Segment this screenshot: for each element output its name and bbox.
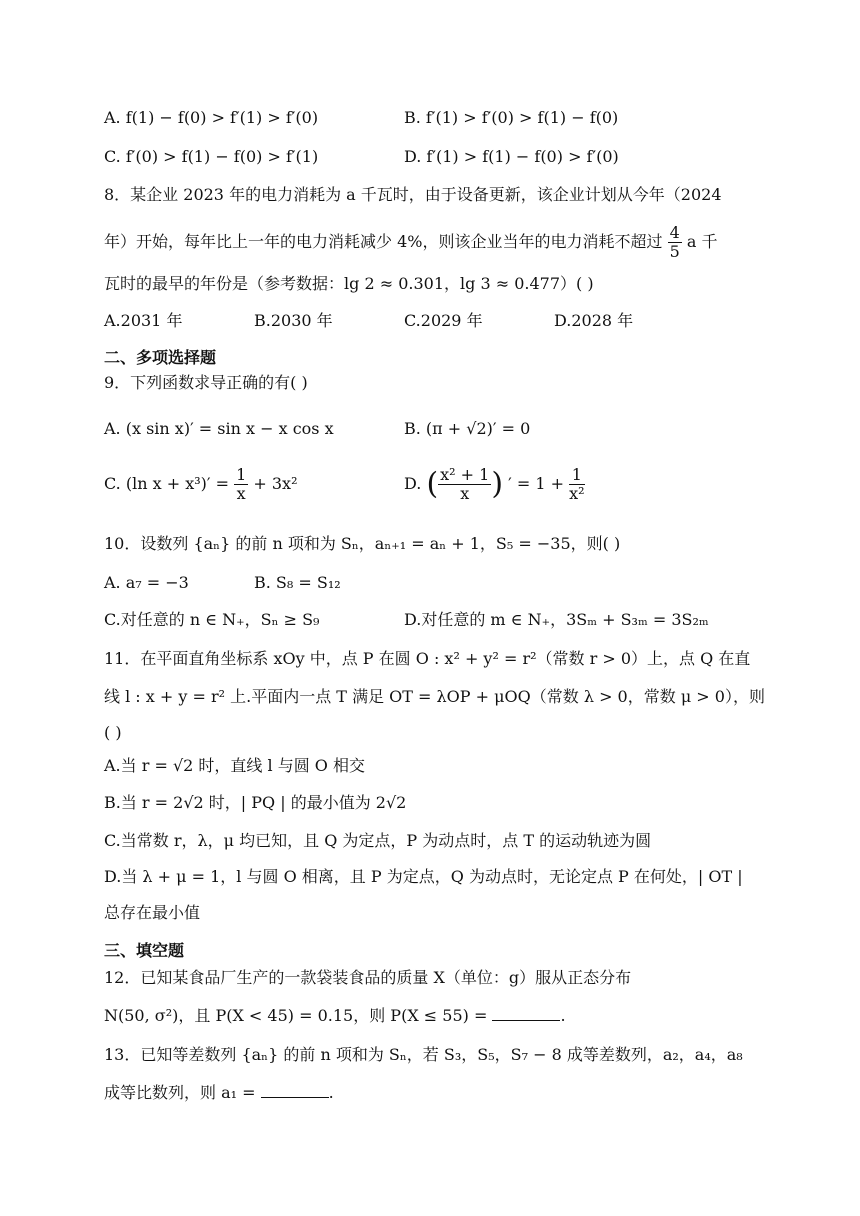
q7-option-b: B. f′(1) > f′(0) > f(1) − f(0) bbox=[404, 108, 619, 127]
q8-stem-line3: 瓦时的最早的年份是（参考数据：lg 2 ≈ 0.301，lg 3 ≈ 0.477）( ) bbox=[104, 274, 594, 293]
q9-option-d-label: D. bbox=[404, 474, 422, 493]
q9-option-d-numerator2: 1 bbox=[569, 466, 584, 485]
q8-option-b: B.2030 年 bbox=[254, 311, 333, 330]
q11-stem-line3: ( ) bbox=[104, 723, 122, 742]
q9-option-a: A. (x sin x)′ = sin x − x cos x bbox=[104, 419, 334, 438]
q12-answer-blank[interactable] bbox=[492, 1006, 560, 1021]
q8-option-a: A.2031 年 bbox=[104, 311, 183, 330]
q9-option-d-numerator: x² + 1 bbox=[440, 465, 490, 484]
q9-option-b: B. (π + √2)′ = 0 bbox=[404, 419, 531, 438]
q8-stem-line2-text: 年）开始，每年比上一年的电力消耗减少 4%，则该企业当年的电力消耗不超过 bbox=[104, 232, 663, 251]
q11-option-d-line1: D.当 λ + μ = 1，l 与圆 O 相离，且 P 为定点，Q 为动点时，无论定点 P 在何处，| OT | bbox=[104, 867, 743, 886]
q11-option-b: B.当 r = 2√2 时，| PQ | 的最小值为 2√2 bbox=[104, 793, 407, 812]
q9-option-d-right-paren: ) bbox=[491, 466, 504, 502]
q9-option-c-lhs: C. (ln x + x³)′ = bbox=[104, 474, 229, 493]
q11-option-d-line2: 总存在最小值 bbox=[104, 903, 201, 922]
q11-option-c: C.当常数 r，λ，μ 均已知，且 Q 为定点，P 为动点时，点 T 的运动轨迹为圆 bbox=[104, 831, 652, 850]
q9-option-d-fraction2 bbox=[569, 466, 584, 503]
q9-stem: 9．下列函数求导正确的有( ) bbox=[104, 373, 308, 392]
q12-period: . bbox=[560, 1006, 566, 1025]
section-heading-multiple-choice: 二、多项选择题 bbox=[104, 348, 217, 367]
q10-option-b: B. S₈ = S₁₂ bbox=[254, 573, 341, 592]
q8-stem-line1: 8．某企业 2023 年的电力消耗为 a 千瓦时，由于设备更新，该企业计划从今年（2024 bbox=[104, 185, 722, 204]
q13-stem-line2-text: 成等比数列，则 a₁ = bbox=[104, 1083, 256, 1102]
q9-option-c-fraction bbox=[234, 466, 248, 503]
section-heading-fill-in: 三、填空题 bbox=[104, 941, 185, 960]
q8-stem-line2 bbox=[104, 224, 718, 261]
q9-option-d-mid: ′ = 1 + bbox=[508, 474, 565, 493]
q7-option-c: C. f′(0) > f(1) − f(0) > f′(1) bbox=[104, 147, 319, 166]
q8-option-c: C.2029 年 bbox=[404, 311, 483, 330]
q12-stem-line1: 12．已知某食品厂生产的一款袋装食品的质量 X（单位：g）服从正态分布 bbox=[104, 968, 632, 987]
q11-option-a: A.当 r = √2 时，直线 l 与圆 O 相交 bbox=[104, 756, 365, 775]
q10-option-d: D.对任意的 m ∈ N₊，3Sₘ + S₃ₘ = 3S₂ₘ bbox=[404, 610, 709, 629]
q12-stem-line2-text: N(50, σ²)，且 P(X < 45) = 0.15，则 P(X ≤ 55) = bbox=[104, 1006, 488, 1025]
q8-fraction bbox=[668, 224, 682, 261]
q9-option-d bbox=[404, 466, 585, 503]
q9-option-c-rhs: + 3x² bbox=[253, 474, 298, 493]
q9-option-c-numerator: 1 bbox=[236, 465, 247, 484]
q10-stem: 10．设数列 {aₙ} 的前 n 项和为 Sₙ，aₙ₊₁ = aₙ + 1，S₅ = −35，则( ) bbox=[104, 534, 621, 553]
q13-answer-blank[interactable] bbox=[261, 1083, 329, 1098]
q8-stem-line2-end: a 千 bbox=[686, 232, 718, 251]
q10-option-a: A. a₇ = −3 bbox=[104, 573, 189, 592]
q9-option-c bbox=[104, 466, 297, 503]
q7-option-d: D. f′(1) > f(1) − f(0) > f′(0) bbox=[404, 147, 619, 166]
q13-stem-line1: 13．已知等差数列 {aₙ} 的前 n 项和为 Sₙ，若 S₃，S₅，S₇ − 8 成等差数列，a₂，a₄，a₈ bbox=[104, 1045, 743, 1064]
q9-option-d-denominator: x bbox=[460, 484, 470, 503]
q7-option-a: A. f(1) − f(0) > f′(1) > f′(0) bbox=[104, 108, 319, 127]
q9-option-c-denominator: x bbox=[236, 484, 246, 503]
q11-stem-line2: 线 l : x + y = r² 上.平面内一点 T 满足 OT = λOP + μOQ（常数 λ > 0，常数 μ > 0），则 bbox=[104, 687, 765, 706]
q8-fraction-denominator: 5 bbox=[669, 242, 680, 261]
q8-fraction-numerator: 4 bbox=[669, 223, 680, 242]
q8-option-d: D.2028 年 bbox=[554, 311, 634, 330]
q12-stem-line2 bbox=[104, 1005, 566, 1027]
q11-stem-line1: 11．在平面直角坐标系 xOy 中，点 P 在圆 O : x² + y² = r²（常数 r > 0）上，点 Q 在直 bbox=[104, 649, 751, 668]
q13-stem-line2 bbox=[104, 1082, 334, 1104]
q9-option-d-denominator2: x² bbox=[569, 484, 585, 503]
q9-option-d-left-paren: ( bbox=[426, 466, 439, 502]
q9-option-d-fraction bbox=[438, 466, 491, 503]
q10-option-c: C.对任意的 n ∈ N₊，Sₙ ≥ S₉ bbox=[104, 610, 320, 629]
q13-period: . bbox=[328, 1083, 334, 1102]
